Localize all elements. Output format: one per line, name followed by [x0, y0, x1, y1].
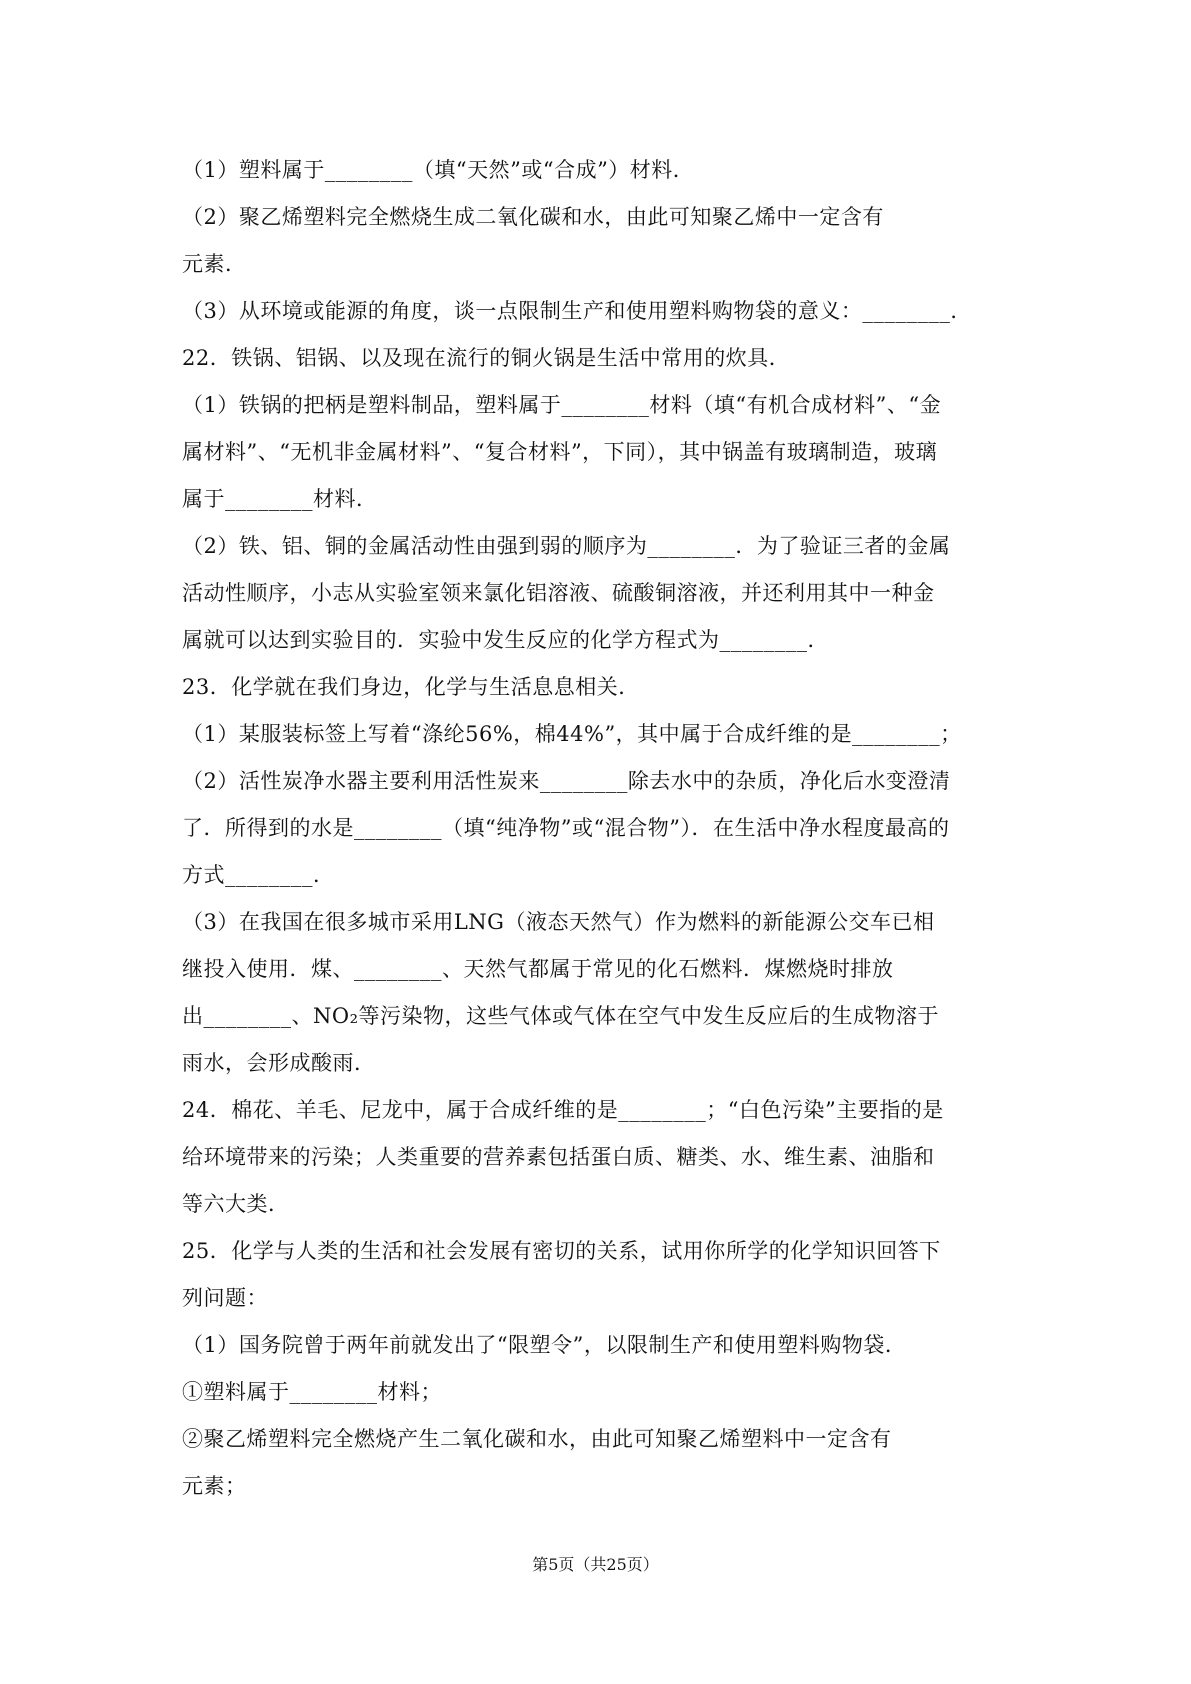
text-line: （3）在我国在很多城市采用LNG（液态天然气）作为燃料的新能源公交车已相 — [182, 910, 935, 934]
question-22-title: 22．铁锅、铝锅、以及现在流行的铜火锅是生活中常用的炊具． — [182, 346, 791, 370]
text-line: ①塑料属于________材料； — [182, 1380, 442, 1404]
text-line: 给环境带来的污染；人类重要的营养素包括蛋白质、糖类、水、维生素、油脂和 — [182, 1145, 935, 1169]
text-line: （1）铁锅的把柄是塑料制品，塑料属于________材料（填“有机合成材料”、“金 — [182, 393, 942, 417]
text-line: （2）铁、铝、铜的金属活动性由强到弱的顺序为________．为了验证三者的金属 — [182, 534, 951, 558]
text-line: 了．所得到的水是________（填“纯净物”或“混合物”）．在生活中净水程度最高的 — [182, 816, 950, 840]
text-line: （3）从环境或能源的角度，谈一点限制生产和使用塑料购物袋的意义：________． — [182, 299, 972, 323]
text-line: 出________、NO₂等污染物，这些气体或气体在空气中发生反应后的生成物溶于 — [182, 1004, 940, 1028]
text-line: （1）塑料属于________（填“天然”或“合成”）材料． — [182, 158, 695, 182]
text-line: 继投入使用．煤、________、天然气都属于常见的化石燃料．煤燃烧时排放 — [182, 957, 894, 981]
text-line: 元素； — [182, 1474, 247, 1498]
text-line: 元素． — [182, 252, 247, 276]
text-line: （2）聚乙烯塑料完全燃烧生成二氧化碳和水，由此可知聚乙烯中一定含有 — [182, 205, 884, 229]
text-line: ②聚乙烯塑料完全燃烧产生二氧化碳和水，由此可知聚乙烯塑料中一定含有 — [182, 1427, 892, 1451]
text-line: 雨水，会形成酸雨． — [182, 1051, 376, 1075]
text-line: （1）国务院曾于两年前就发出了“限塑令”，以限制生产和使用塑料购物袋． — [182, 1333, 907, 1357]
question-25-title: 25．化学与人类的生活和社会发展有密切的关系，试用你所学的化学知识回答下 — [182, 1239, 941, 1263]
text-line: 列问题： — [182, 1286, 268, 1310]
text-line: 属材料”、“无机非金属材料”、“复合材料”，下同），其中锅盖有玻璃制造，玻璃 — [182, 440, 938, 464]
question-23-title: 23．化学就在我们身边，化学与生活息息相关． — [182, 675, 640, 699]
text-line: 方式________． — [182, 863, 335, 887]
text-line: 活动性顺序，小志从实验室领来氯化铝溶液、硫酸铜溶液，并还利用其中一种金 — [182, 581, 935, 605]
text-line: 属就可以达到实验目的．实验中发生反应的化学方程式为________． — [182, 628, 829, 652]
text-line: （1）某服装标签上写着“涤纶56%，棉44%”，其中属于合成纤维的是________； — [182, 722, 962, 746]
text-line: 等六大类． — [182, 1192, 290, 1216]
page-footer: 第5页（共25页） — [532, 1555, 659, 1574]
document-body — [182, 147, 1022, 1510]
text-line: 属于________材料． — [182, 487, 378, 511]
question-24-text: 24．棉花、羊毛、尼龙中，属于合成纤维的是________；“白色污染”主要指的是 — [182, 1098, 944, 1122]
text-line: （2）活性炭净水器主要利用活性炭来________除去水中的杂质，净化后水变澄清 — [182, 769, 951, 793]
